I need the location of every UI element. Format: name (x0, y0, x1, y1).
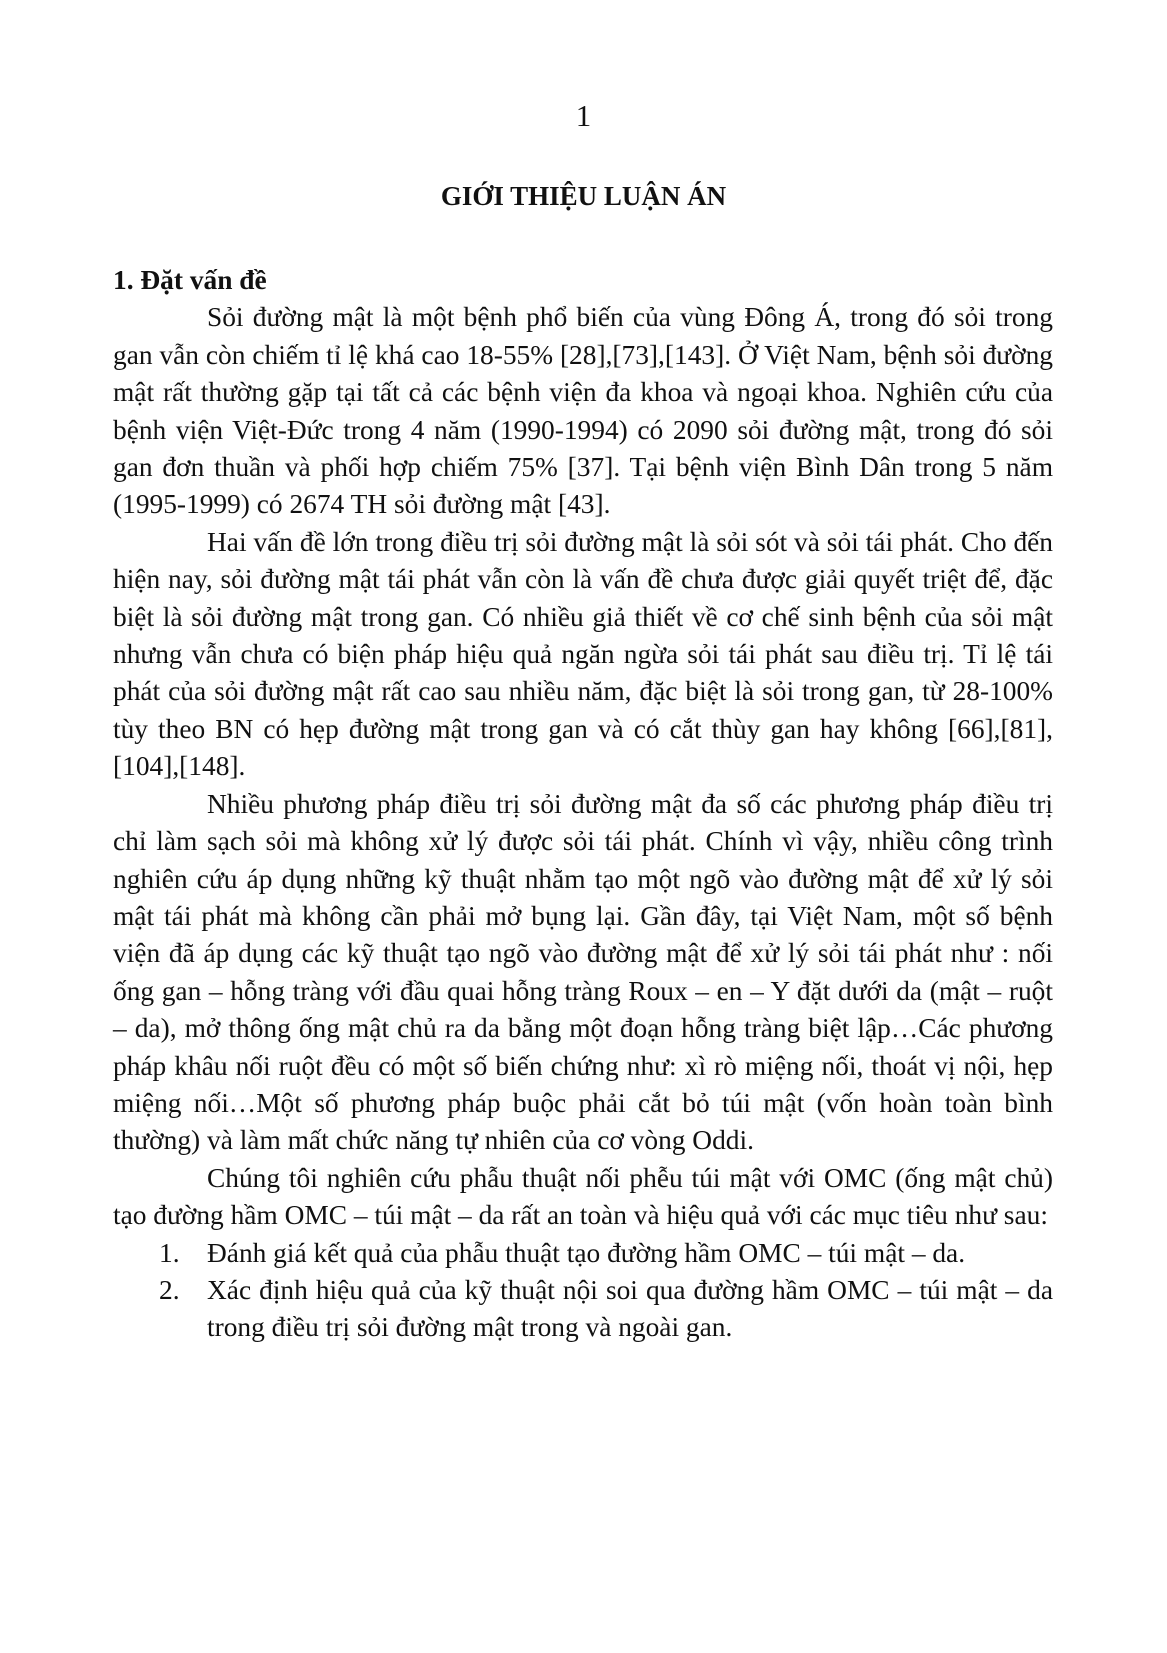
objective-text: Đánh giá kết quả của phẫu thuật tạo đường hầm OMC – túi mật – da. (207, 1237, 966, 1268)
page-number: 1 (575, 98, 592, 133)
paragraph-recurrence: Hai vấn đề lớn trong điều trị sỏi đường mật là sỏi sót và sỏi tái phát. Cho đến hiện nay, sỏi đường mật tái phát vẫn còn là vấn đề chưa được giải quyết triệt để, đặc biệt là sỏi đường mật trong gan. Có nhiều giả thiết về cơ chế sinh bệnh của sỏi mật nhưng vẫn chưa có biện pháp hiệu quả ngăn ngừa sỏi tái phát sau điều trị. Tỉ lệ tái phát của sỏi đường mật rất cao sau nhiều năm, đặc biệt là sỏi trong gan, từ 28-100% tùy theo BN có hẹp đường mật trong gan và có cắt thùy gan hay không [66],[81],[104],[148]. (113, 526, 1053, 782)
objective-text: Xác định hiệu quả của kỹ thuật nội soi qua đường hầm OMC – túi mật – da trong điều trị sỏi đường mật trong và ngoài gan. (207, 1274, 1053, 1343)
objective-number: 1. (159, 1237, 180, 1268)
section-heading: 1. Đặt vấn đề (113, 265, 267, 295)
paragraph-methods: Nhiều phương pháp điều trị sỏi đường mật đa số các phương pháp điều trị chỉ làm sạch sỏi mà không xử lý được sỏi tái phát. Chính vì vậy, nhiều công trình nghiên cứu áp dụng những kỹ thuật nhằm tạo một ngõ vào đường mật để xử lý sỏi mật tái phát mà không cần phải mở bụng lại. Gần đây, tại Việt Nam, một số bệnh viện đã áp dụng các kỹ thuật tạo ngõ vào đường mật để xử lý sỏi tái phát như : nối ống gan – hỗng tràng với đầu quai hỗng tràng Roux – en – Y đặt dưới da (mật – ruột – da), mở thông ống mật chủ ra da bằng một đoạn hỗng tràng biệt lập…Các phương pháp khâu nối ruột đều có một số biến chứng như: xì rò miệng nối, thoát vị nội, hẹp miệng nối…Một số phương pháp buộc phải cắt bỏ túi mật (vốn hoàn toàn bình thường) và làm mất chức năng tự nhiên của cơ vòng Oddi. (113, 788, 1053, 1156)
main-content (113, 262, 1053, 1347)
objective-number: 2. (159, 1274, 180, 1305)
objectives-list (113, 1235, 1053, 1347)
paragraph-study-aim: Chúng tôi nghiên cứu phẫu thuật nối phễu túi mật với OMC (ống mật chủ) tạo đường hầm OMC – túi mật – da rất an toàn và hiệu quả với các mục tiêu như sau: (113, 1162, 1053, 1231)
objective-item (113, 1235, 1053, 1272)
paragraph-background: Sỏi đường mật là một bệnh phổ biến của vùng Đông Á, trong đó sỏi trong gan vẫn còn chiếm tỉ lệ khá cao 18-55% [28],[73],[143]. Ở Việt Nam, bệnh sỏi đường mật rất thường gặp tại tất cả các bệnh viện đa khoa và ngoại khoa. Nghiên cứu của bệnh viện Việt-Đức trong 4 năm (1990-1994) có 2090 sỏi đường mật, trong đó sỏi gan đơn thuần và phối hợp chiếm 75% [37]. Tại bệnh viện Bình Dân trong 5 năm (1995-1999) có 2674 TH sỏi đường mật [43]. (113, 302, 1053, 520)
objective-item (113, 1272, 1053, 1347)
document-title: GIỚI THIỆU LUẬN ÁN (440, 181, 727, 211)
